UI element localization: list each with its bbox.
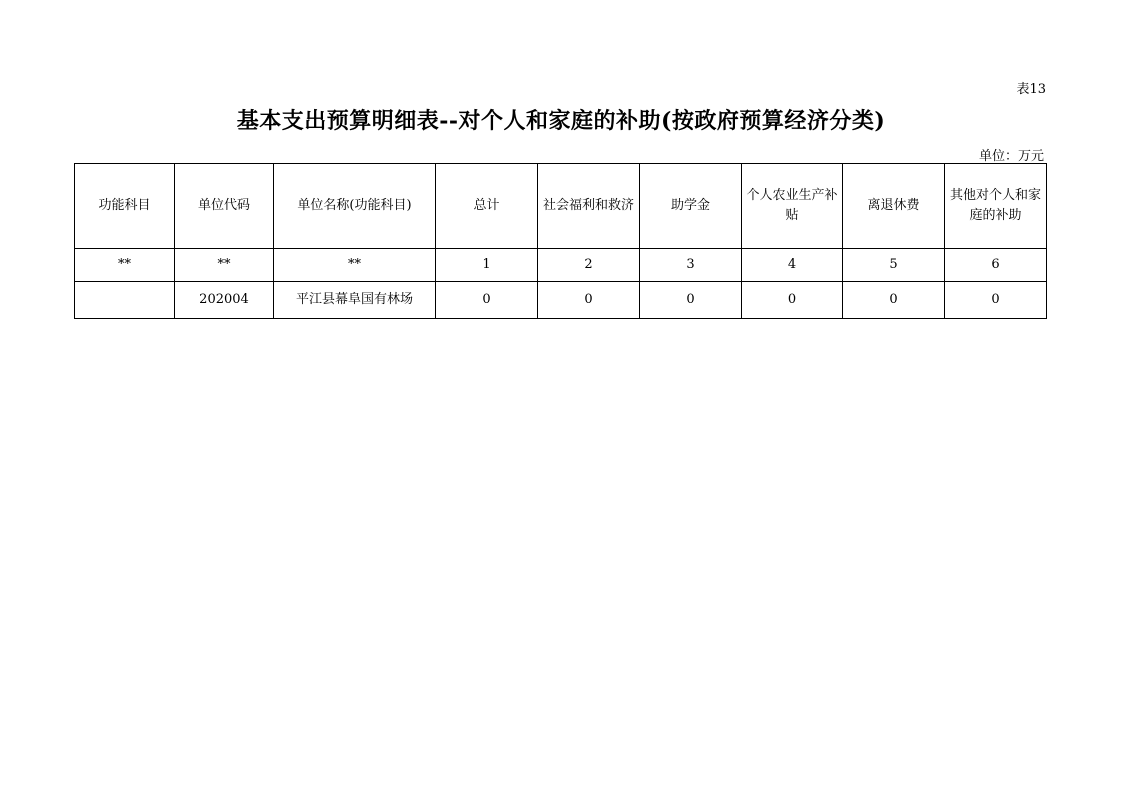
index-cell: 5 (843, 249, 945, 282)
column-header-student-aid: 助学金 (640, 164, 742, 249)
index-cell: ** (274, 249, 436, 282)
index-cell: 3 (640, 249, 742, 282)
budget-table (74, 163, 1047, 319)
index-row (75, 249, 1047, 282)
cell-retirement: 0 (843, 282, 945, 319)
index-cell: 6 (945, 249, 1047, 282)
index-cell: ** (75, 249, 175, 282)
index-cell: ** (175, 249, 274, 282)
cell-function-subject (75, 282, 175, 319)
cell-student-aid: 0 (640, 282, 742, 319)
cell-other-subsidy: 0 (945, 282, 1047, 319)
cell-agri-subsidy: 0 (742, 282, 843, 319)
header-row (75, 164, 1047, 249)
table-row (75, 282, 1047, 319)
column-header-unit-name: 单位名称(功能科目) (274, 164, 436, 249)
column-header-unit-code: 单位代码 (175, 164, 274, 249)
index-cell: 2 (538, 249, 640, 282)
column-header-agri-subsidy: 个人农业生产补贴 (742, 164, 843, 249)
page-title: 基本支出预算明细表--对个人和家庭的补助(按政府预算经济分类) (236, 108, 886, 134)
unit-label: 单位：万元 (978, 149, 1044, 164)
column-header-retirement: 离退休费 (843, 164, 945, 249)
cell-unit-name: 平江县幕阜国有林场 (274, 282, 436, 319)
index-cell: 1 (436, 249, 538, 282)
cell-total: 0 (436, 282, 538, 319)
index-cell: 4 (742, 249, 843, 282)
column-header-total: 总计 (436, 164, 538, 249)
column-header-other-subsidy: 其他对个人和家庭的补助 (945, 164, 1047, 249)
column-header-social-welfare: 社会福利和救济 (538, 164, 640, 249)
table-number: 表13 (1016, 82, 1046, 97)
cell-unit-code: 202004 (175, 282, 274, 319)
column-header-function-subject: 功能科目 (75, 164, 175, 249)
cell-social-welfare: 0 (538, 282, 640, 319)
